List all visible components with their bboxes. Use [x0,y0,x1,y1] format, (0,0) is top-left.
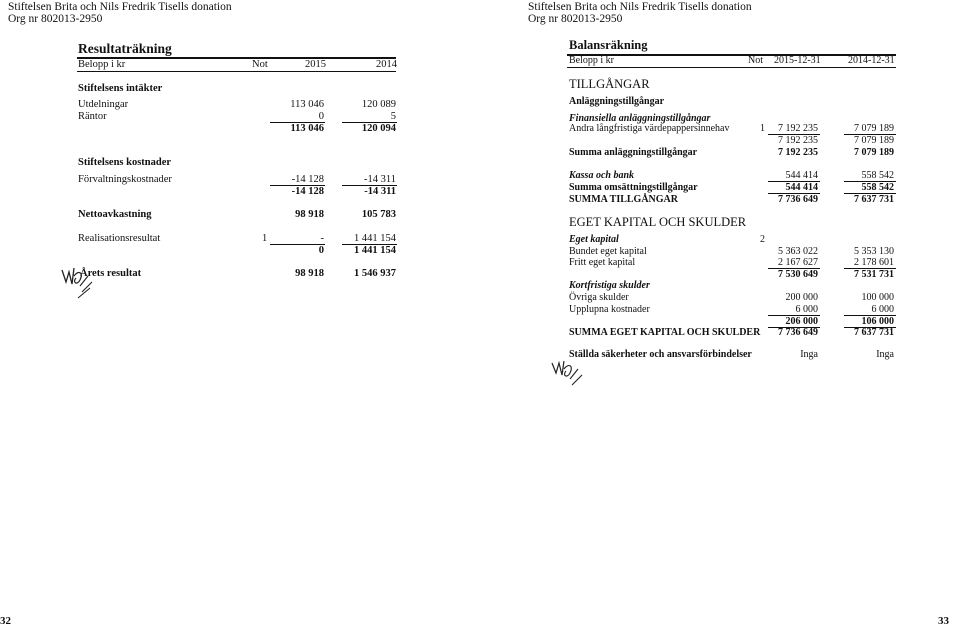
value-sum-kort-2015: 206 000 [785,316,818,327]
row-label-fritt: Fritt eget kapital [569,257,636,268]
row-label-summa-anl: Summa anläggningstillgångar [569,147,698,158]
handwritten-signature-right [550,357,586,387]
value-upplupna-2015: 6 000 [795,304,818,315]
value-fritt-2015: 2 167 627 [778,257,818,268]
handwritten-signature-left [60,262,98,302]
value-rantor-2015: 0 [318,111,324,122]
value-rantor-2014: 5 [390,111,396,122]
value-bundet-2015: 5 363 022 [778,246,818,257]
page-number-left: 32 [0,615,11,627]
value-kassa-2014: 558 542 [861,170,894,181]
value-arets-2014: 1 546 937 [354,268,396,279]
value-netto-2014: 105 783 [361,209,396,220]
subheading-kortfristiga: Kortfristiga skulder [569,280,650,291]
header-rule-right [567,67,896,68]
value-andra-2015: 7 192 235 [778,123,818,134]
value-summa-anl-2014: 7 079 189 [854,147,894,158]
value-summa-tillgangar-2015: 7 736 649 [778,194,818,205]
value-stallda-2014: Inga [876,349,894,360]
row-label-realisation: Realisationsresultat [78,233,161,244]
row-label-forvaltning: Förvaltningskostnader [78,174,172,185]
row-label-stallda: Ställda säkerheter och ansvarsförbindelser [569,349,752,360]
value-ovriga-2014: 100 000 [861,292,894,303]
col-label-not-left: Not [252,59,268,70]
value-sum-income-2014: 120 094 [361,123,396,134]
col-label-belopp-right: Belopp i kr [569,55,614,66]
subheading-eget-kapital: Eget kapital [569,234,619,245]
row-label-kassa: Kassa och bank [569,170,635,181]
value-forvaltning-2014: -14 311 [364,174,396,185]
value-sum-real-2015: 0 [318,245,324,256]
page-number-right: 33 [938,615,949,627]
org-name-left: Stiftelsen Brita och Nils Fredrik Tisells donation [8,1,232,13]
value-upplupna-2014: 6 000 [871,304,894,315]
header-rule-left [77,71,396,72]
page-title-left: Resultaträkning [78,41,172,56]
col-label-2015-12-31: 2015-12-31 [774,55,821,66]
value-ovriga-2015: 200 000 [785,292,818,303]
value-summa-tillgangar-2014: 7 637 731 [854,194,894,205]
col-label-2014-12-31: 2014-12-31 [848,55,895,66]
value-andra-2014: 7 079 189 [854,123,894,134]
row-label-rantor: Räntor [78,111,107,122]
section-heading-costs: Stiftelsens kostnader [78,157,172,168]
value-sum-real-2014: 1 441 154 [354,245,396,256]
org-number-right: Org nr 802013-2950 [528,13,623,25]
section-heading-income: Stiftelsens intäkter [78,83,163,94]
row-label-netto: Nettoavkastning [78,209,152,220]
value-realisation-2015: - [320,233,324,244]
value-summa-eks-2014: 7 637 731 [854,327,894,338]
value-sum-andra-2015: 7 192 235 [778,135,818,146]
row-label-andra: Andra långfristiga värdepappersinnehav [569,123,730,134]
value-fritt-2014: 2 178 601 [854,257,894,268]
subheading-anlaggning: Anläggningstillgångar [569,96,665,107]
section-heading-tillgangar: TILLGÅNGAR [569,77,650,91]
value-summa-oms-2015: 544 414 [785,182,818,193]
row-label-utdelningar: Utdelningar [78,99,129,110]
col-label-belopp-left: Belopp i kr [78,59,126,70]
row-label-upplupna: Upplupna kostnader [569,304,650,315]
subheading-finansiella: Finansiella anläggningstillgångar [569,113,711,124]
note-ref-andra: 1 [760,123,765,134]
value-utdelningar-2015: 113 046 [290,99,324,110]
row-label-bundet: Bundet eget kapital [569,246,647,257]
value-realisation-2014: 1 441 154 [354,233,396,244]
value-arets-2015: 98 918 [295,268,324,279]
row-label-summa-oms: Summa omsättningstillgångar [569,182,698,193]
value-forvaltning-2015: -14 128 [291,174,324,185]
page-title-right: Balansräkning [569,38,648,52]
note-ref-realisation: 1 [262,233,268,244]
value-stallda-2015: Inga [800,349,818,360]
col-label-2014: 2014 [376,59,397,70]
value-sum-costs-2014: -14 311 [364,186,396,197]
value-kassa-2015: 544 414 [785,170,818,181]
org-number-left: Org nr 802013-2950 [8,13,103,25]
section-heading-eget-skulder: EGET KAPITAL OCH SKULDER [569,215,747,229]
value-sum-income-2015: 113 046 [290,123,324,134]
title-rule-right [567,54,896,56]
value-sum-andra-2014: 7 079 189 [854,135,894,146]
col-label-2015: 2015 [305,59,326,70]
value-netto-2015: 98 918 [295,209,324,220]
value-sum-eget-2014: 7 531 731 [854,269,894,280]
value-sum-eget-2015: 7 530 649 [778,269,818,280]
value-summa-oms-2014: 558 542 [861,182,894,193]
value-utdelningar-2014: 120 089 [361,99,396,110]
row-label-summa-tillgangar: SUMMA TILLGÅNGAR [569,194,678,205]
row-label-arets-resultat: Årets resultat [80,268,142,279]
org-name-right: Stiftelsen Brita och Nils Fredrik Tisells donation [528,1,752,13]
row-label-summa-eget-skulder: SUMMA EGET KAPITAL OCH SKULDER [569,327,761,338]
row-label-ovriga: Övriga skulder [569,292,629,303]
value-sum-kort-2014: 106 000 [861,316,894,327]
note-ref-eget: 2 [760,234,765,245]
value-summa-anl-2015: 7 192 235 [778,147,818,158]
value-summa-eks-2015: 7 736 649 [778,327,818,338]
value-bundet-2014: 5 353 130 [854,246,894,257]
value-sum-costs-2015: -14 128 [291,186,324,197]
col-label-not-right: Not [748,55,763,66]
